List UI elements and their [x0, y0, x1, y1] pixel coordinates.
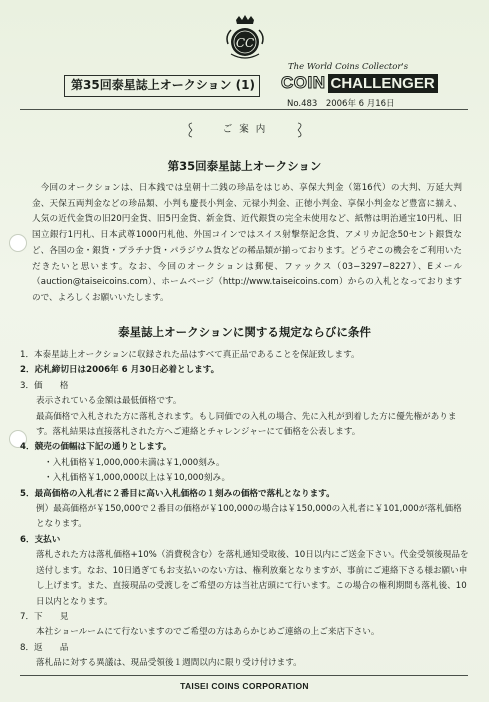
rules-heading: 泰星誌上オークションに関する規定ならびに条件 [118, 325, 371, 339]
binder-hole-top [9, 234, 27, 252]
company-footer: TAISEI COINS CORPORATION [180, 681, 309, 691]
rule-detail: 落札品に対する異議は、現品受領後１週間以内に限り受け付けます。 [36, 658, 302, 669]
rule-item: 5．最高価格の入札者に２番目に高い入札価格の１刻みの価格で落札となります。 [20, 488, 335, 499]
rule-item: 3．価 格 [20, 380, 69, 391]
rule-item: 8．返 品 [20, 642, 69, 653]
rule-item: 4．競売の価幅は下記の通りとします。 [20, 442, 172, 453]
rule-detail: ・入札価格￥1,000,000未満は￥1,000刻み。 [44, 457, 225, 468]
rule-item: 2．応札締切日は2006年 6 月30日必着とします。 [20, 365, 220, 376]
faint-stamp [398, 580, 468, 610]
rule-detail: 落札された方は落札価格+10%（消費税含む）を落札通知受取後、10日以内にご送金下さい。代金受領後現品を送付します。なお、10日過ぎてもお支払いのない方は、権利放棄となりますが、事前にご連絡下さる様お願い申し上げます。また、直接現品の受渡しをご希望の方は当社店頭にて行います。この場合の権利期間も落札後、10日以内となります。 [36, 550, 469, 607]
header-divider [20, 109, 468, 110]
magazine-subtitle: The World Coins Collector's [288, 62, 409, 72]
rule-detail: 表示されている金額は最低価格です。 [36, 396, 182, 407]
rules-list [20, 348, 470, 672]
rule-detail: 最高価格で入札された方に落札されます。もし同価での入札の場合、先に入札が到着した方に優先権があります。落札結果は直接落札された方へご連絡とチャレンジャーにて価格を公表します。 [36, 411, 457, 438]
issue-number-date: No.483 2006年 6 月16日 [287, 99, 395, 109]
magazine-logo [281, 73, 438, 93]
intro-text [32, 181, 462, 307]
page-title: 第35回泰星誌上オークション [167, 159, 322, 173]
footer-divider [20, 675, 468, 676]
rule-detail: 例）最高価格が￥150,000で２番目の価格が￥100,000の場合は￥150,000の入札者に￥101,000が落札価格となります。 [36, 504, 462, 530]
logo-challenger-text: CHALLENGER [328, 74, 438, 93]
intro-paragraph: 今回のオークションは、日本銭では皇朝十二銭の珍品をはじめ、享保大判金（第16代）の大判、万延大判金、天保五両判金などの珍品類、小判も慶長小判金、元禄小判金、正徳小判金、享保小判金など豊富に揃え、人気の近代金貨の旧20円金貨、旧5円金貨、新金貨、近代銀貨の完全未使用など、紙幣は明治通宝10円札、旧国立銀行1円札、日本武尊1000円札他、外国コインではスイス射撃祭記念貨、アメリカ記念50セント銀貨など、各国の金・銀貨・プラチナ貨・パラジウム貨などの稀品類が揃っております。どうぞこの機会をご利用いただきたいと思います。なお、今回のオークションは郵便、ファックス（03−3297−8227）、Eメール（auction@taiseicoins.com）、ホームページ（http://www.taiseicoins.com）からの入札となっておりますので、よろしくお願いいたします。 [32, 183, 462, 303]
notice-banner: ご 案 内 [222, 124, 268, 135]
logo-coin-text: COIN [281, 73, 326, 92]
rule-item: 6．支払い [20, 534, 61, 545]
auction-issue-label: 第35回泰星誌上オークション (1) [64, 75, 260, 97]
rule-detail: ・入札価格￥1,000,000以上は￥10,000刻み。 [44, 473, 231, 484]
rule-item: 1．本泰星誌上オークションに収録された品はすべて真正品であることを保証致します。 [20, 350, 360, 360]
svg-text:CC: CC [235, 36, 255, 50]
rule-item: 7．下 見 [20, 611, 69, 622]
crown-crest-icon [222, 14, 268, 62]
rule-detail: 本社ショールームにて行ないますのでご希望の方はあらかじめご連絡の上ご来店下さい。 [36, 627, 380, 638]
